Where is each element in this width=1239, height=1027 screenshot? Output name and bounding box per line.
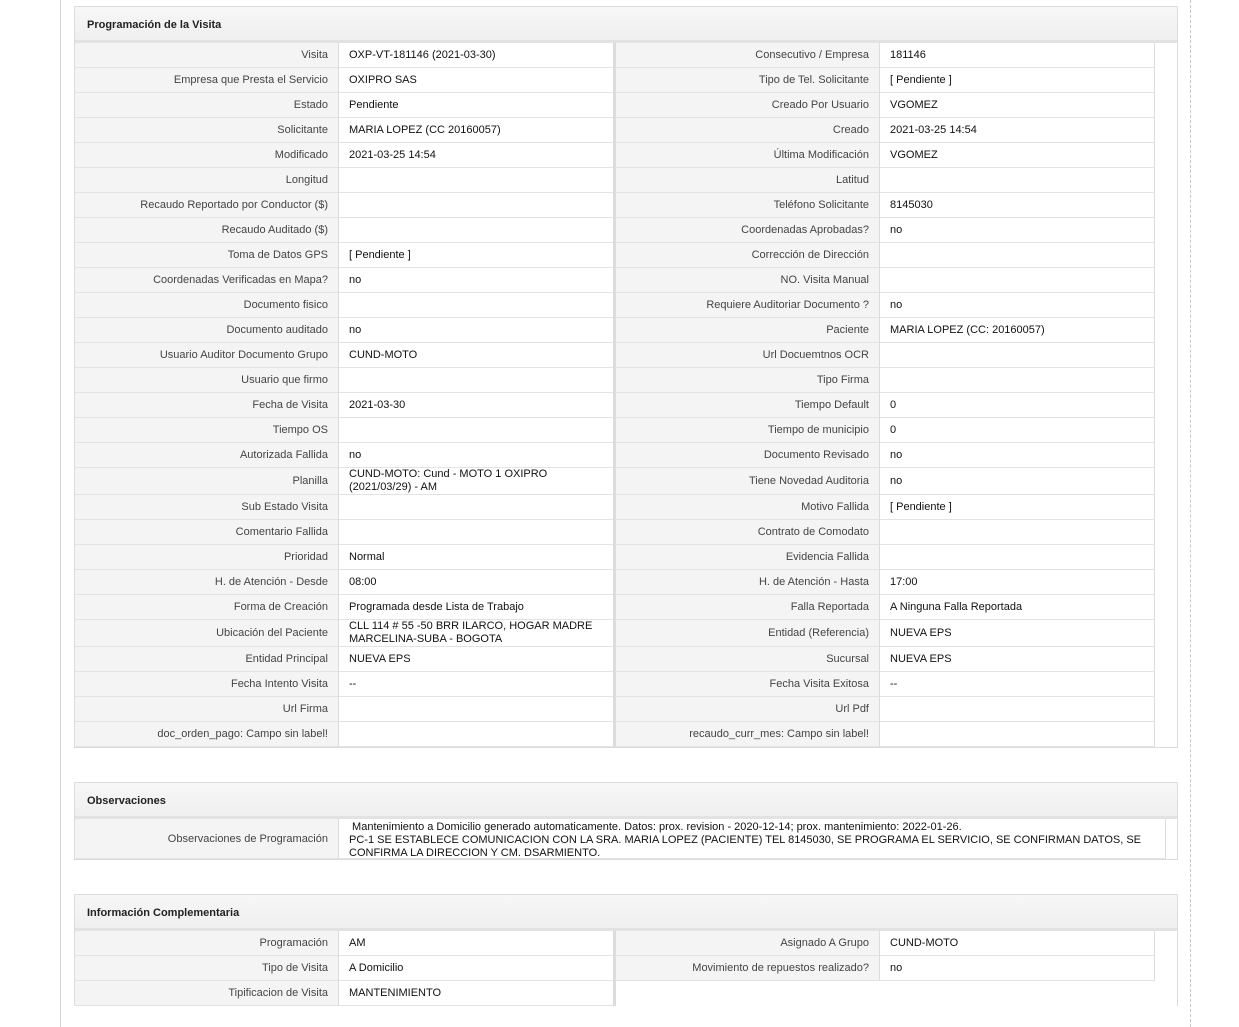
field-value <box>880 520 1155 545</box>
field-label: Programación <box>75 931 339 956</box>
field-value <box>339 722 614 747</box>
field-value: 8145030 <box>880 193 1155 218</box>
observaciones-section <box>74 782 1178 860</box>
field-value <box>339 193 614 218</box>
field-value <box>339 293 614 318</box>
field-value: 2021-03-25 14:54 <box>880 118 1155 143</box>
field-value: CUND-MOTO <box>880 931 1155 956</box>
field-row <box>75 218 1177 243</box>
field-row <box>75 570 1177 595</box>
field-label: Sucursal <box>616 647 880 672</box>
field-label: Longitud <box>75 168 339 193</box>
observaciones-row <box>75 819 1177 859</box>
page-left-border <box>60 0 61 1027</box>
field-row <box>75 443 1177 468</box>
field-value <box>880 545 1155 570</box>
field-label: Tipo de Tel. Solicitante <box>616 68 880 93</box>
field-value: CUND-MOTO <box>339 343 614 368</box>
field-label: Empresa que Presta el Servicio <box>75 68 339 93</box>
field-value: OXP-VT-181146 (2021-03-30) <box>339 43 614 68</box>
field-row <box>75 418 1177 443</box>
field-value <box>339 495 614 520</box>
field-label: Motivo Fallida <box>616 495 880 520</box>
page-right-border <box>1190 0 1191 1027</box>
field-label: Teléfono Solicitante <box>616 193 880 218</box>
field-value <box>339 218 614 243</box>
field-value: no <box>880 218 1155 243</box>
field-value: -- <box>880 672 1155 697</box>
field-label: NO. Visita Manual <box>616 268 880 293</box>
field-label: Coordenadas Verificadas en Mapa? <box>75 268 339 293</box>
field-value <box>339 368 614 393</box>
field-label: Comentario Fallida <box>75 520 339 545</box>
field-value: no <box>880 468 1155 495</box>
field-row <box>75 697 1177 722</box>
field-row <box>75 495 1177 520</box>
field-label: Consecutivo / Empresa <box>616 43 880 68</box>
field-label: Asignado A Grupo <box>616 931 880 956</box>
field-value: MANTENIMIENTO <box>339 981 614 1006</box>
field-value: VGOMEZ <box>880 93 1155 118</box>
field-label: Documento fisico <box>75 293 339 318</box>
field-value: A Ninguna Falla Reportada <box>880 595 1155 620</box>
field-label: Forma de Creación <box>75 595 339 620</box>
field-row <box>75 343 1177 368</box>
field-value: MARIA LOPEZ (CC 20160057) <box>339 118 614 143</box>
field-value: CLL 114 # 55 -50 BRR ILARCO, HOGAR MADRE MARCELINA-SUBA - BOGOTA <box>339 620 614 647</box>
field-label: Coordenadas Aprobadas? <box>616 218 880 243</box>
field-label: Creado <box>616 118 880 143</box>
field-value: no <box>339 318 614 343</box>
field-label: Url Docuemtnos OCR <box>616 343 880 368</box>
programacion-grid <box>75 43 1177 747</box>
field-value <box>339 168 614 193</box>
field-label: H. de Atención - Desde <box>75 570 339 595</box>
field-row <box>75 318 1177 343</box>
field-label: Fecha Visita Exitosa <box>616 672 880 697</box>
field-row <box>75 520 1177 545</box>
field-value <box>880 243 1155 268</box>
field-value: NUEVA EPS <box>880 620 1155 647</box>
field-value <box>339 418 614 443</box>
field-label: Creado Por Usuario <box>616 93 880 118</box>
field-value: OXIPRO SAS <box>339 68 614 93</box>
field-label: Entidad Principal <box>75 647 339 672</box>
field-value: Pendiente <box>339 93 614 118</box>
observaciones-label: Observaciones de Programación <box>75 819 339 859</box>
field-row <box>75 393 1177 418</box>
field-row <box>75 931 1177 956</box>
field-label: Usuario Auditor Documento Grupo <box>75 343 339 368</box>
field-label: Corrección de Dirección <box>616 243 880 268</box>
field-label: recaudo_curr_mes: Campo sin label! <box>616 722 880 747</box>
field-row <box>75 722 1177 747</box>
field-label: Falla Reportada <box>616 595 880 620</box>
field-value: [ Pendiente ] <box>880 68 1155 93</box>
field-label: Fecha de Visita <box>75 393 339 418</box>
field-label: Latitud <box>616 168 880 193</box>
field-label: Estado <box>75 93 339 118</box>
field-value: A Domicilio <box>339 956 614 981</box>
field-value: 08:00 <box>339 570 614 595</box>
field-label: Paciente <box>616 318 880 343</box>
field-label: Última Modificación <box>616 143 880 168</box>
field-label: Movimiento de repuestos realizado? <box>616 956 880 981</box>
field-label: Documento Revisado <box>616 443 880 468</box>
programacion-section <box>74 6 1178 748</box>
field-value: NUEVA EPS <box>880 647 1155 672</box>
field-value: 0 <box>880 393 1155 418</box>
field-row <box>75 93 1177 118</box>
field-row <box>75 168 1177 193</box>
field-label: Toma de Datos GPS <box>75 243 339 268</box>
field-label: Tiempo de municipio <box>616 418 880 443</box>
field-label: Ubicación del Paciente <box>75 620 339 647</box>
field-row <box>75 143 1177 168</box>
field-label: Visita <box>75 43 339 68</box>
field-value: [ Pendiente ] <box>339 243 614 268</box>
field-value: -- <box>339 672 614 697</box>
field-value: no <box>339 268 614 293</box>
field-value <box>339 520 614 545</box>
field-row <box>75 68 1177 93</box>
field-value: 2021-03-30 <box>339 393 614 418</box>
programacion-title: Programación de la Visita <box>75 7 1177 43</box>
field-label: Solicitante <box>75 118 339 143</box>
field-label: Contrato de Comodato <box>616 520 880 545</box>
field-row <box>75 468 1177 495</box>
field-value <box>880 368 1155 393</box>
observaciones-line-2: PC-1 SE ESTABLECE COMUNICACION CON LA SRA. MARIA LOPEZ (PACIENTE) TEL 8145030, SE PROGRAMA EL SERVICIO, SE CONFIRMAN DATOS, SE CONFIRMA LA DIRECCION Y CM. DSARMIENTO. <box>349 834 1142 859</box>
field-row <box>75 118 1177 143</box>
field-label: Recaudo Auditado ($) <box>75 218 339 243</box>
field-label: Tiempo OS <box>75 418 339 443</box>
field-label: Sub Estado Visita <box>75 495 339 520</box>
field-value <box>880 168 1155 193</box>
field-row <box>75 545 1177 570</box>
observaciones-title: Observaciones <box>75 783 1177 819</box>
field-label: Tipo Firma <box>616 368 880 393</box>
field-value: MARIA LOPEZ (CC: 20160057) <box>880 318 1155 343</box>
field-row <box>75 43 1177 68</box>
field-label: Tiene Novedad Auditoria <box>616 468 880 495</box>
field-value <box>880 343 1155 368</box>
field-value <box>880 722 1155 747</box>
field-row <box>75 956 1177 981</box>
field-value: AM <box>339 931 614 956</box>
field-value: 2021-03-25 14:54 <box>339 143 614 168</box>
field-value <box>339 697 614 722</box>
field-label: Tipo de Visita <box>75 956 339 981</box>
field-label: Documento auditado <box>75 318 339 343</box>
field-label: Autorizada Fallida <box>75 443 339 468</box>
field-row <box>75 268 1177 293</box>
field-label: doc_orden_pago: Campo sin label! <box>75 722 339 747</box>
field-label: Fecha Intento Visita <box>75 672 339 697</box>
field-row <box>75 193 1177 218</box>
field-label: Modificado <box>75 143 339 168</box>
field-label: Usuario que firmo <box>75 368 339 393</box>
field-row <box>75 293 1177 318</box>
field-value: Normal <box>339 545 614 570</box>
complementaria-title: Información Complementaria <box>75 895 1177 931</box>
field-label: Url Firma <box>75 697 339 722</box>
field-value: Programada desde Lista de Trabajo <box>339 595 614 620</box>
field-value: 181146 <box>880 43 1155 68</box>
field-row <box>75 595 1177 620</box>
field-value: 0 <box>880 418 1155 443</box>
field-value: CUND-MOTO: Cund - MOTO 1 OXIPRO (2021/03/29) - AM <box>339 468 614 495</box>
field-row <box>75 672 1177 697</box>
field-label: Prioridad <box>75 545 339 570</box>
field-row <box>75 647 1177 672</box>
field-label: Planilla <box>75 468 339 495</box>
field-row <box>75 243 1177 268</box>
field-row <box>75 620 1177 647</box>
field-value: no <box>880 443 1155 468</box>
field-value: no <box>880 293 1155 318</box>
field-value: no <box>880 956 1155 981</box>
field-label: Evidencia Fallida <box>616 545 880 570</box>
complementaria-section <box>74 894 1178 1006</box>
field-row <box>75 368 1177 393</box>
field-label: Tipificacion de Visita <box>75 981 339 1006</box>
field-value: NUEVA EPS <box>339 647 614 672</box>
field-label: Entidad (Referencia) <box>616 620 880 647</box>
complementaria-grid <box>75 931 1177 1006</box>
observaciones-line-1: Mantenimiento a Domicilio generado automaticamente. Datos: prox. revision - 2020-12-14; prox. mantenimiento: 2022-01-26. <box>349 821 962 833</box>
field-label: Tiempo Default <box>616 393 880 418</box>
field-label: Url Pdf <box>616 697 880 722</box>
empty-cell <box>616 981 1168 1006</box>
field-label: Recaudo Reportado por Conductor ($) <box>75 193 339 218</box>
field-value <box>880 268 1155 293</box>
field-value: VGOMEZ <box>880 143 1155 168</box>
field-value: [ Pendiente ] <box>880 495 1155 520</box>
field-value <box>880 697 1155 722</box>
field-value: 17:00 <box>880 570 1155 595</box>
field-label: Requiere Auditoriar Documento ? <box>616 293 880 318</box>
field-value: no <box>339 443 614 468</box>
field-label: H. de Atención - Hasta <box>616 570 880 595</box>
field-row <box>75 981 1177 1006</box>
observaciones-value <box>339 819 1166 859</box>
